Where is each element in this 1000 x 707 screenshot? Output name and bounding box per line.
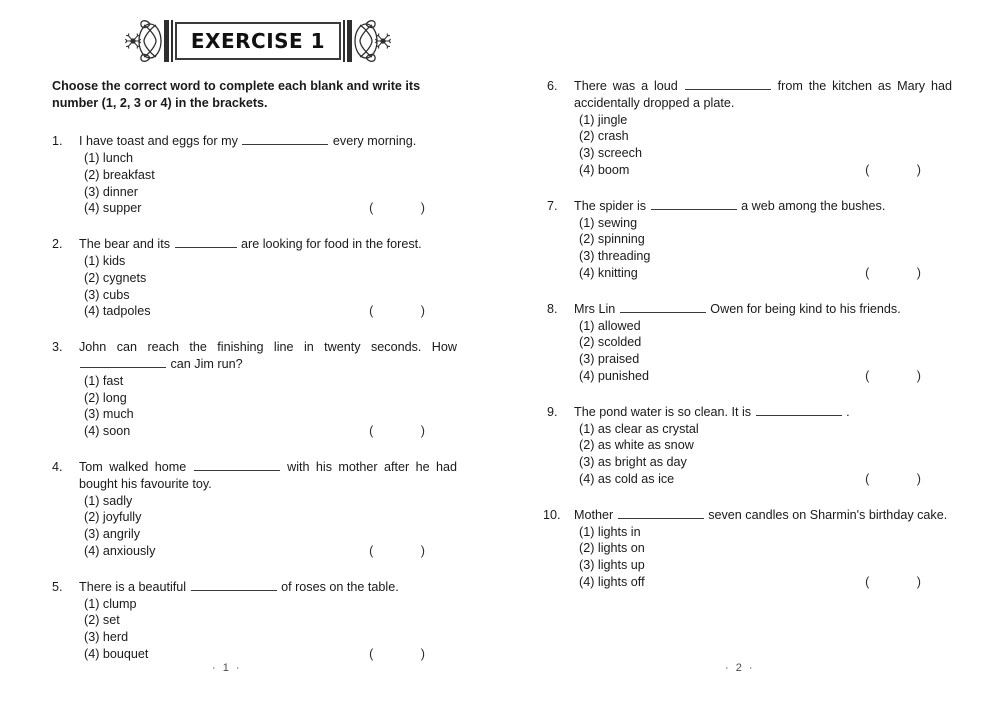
- question-stem: [574, 78, 952, 112]
- option-label: (4) anxiously: [84, 543, 156, 558]
- option-item[interactable]: (1) fast: [84, 373, 124, 388]
- question-number: 10.: [543, 507, 561, 522]
- stem-before: Mrs Lin: [574, 301, 616, 316]
- question-item: [543, 507, 952, 591]
- exercise-title-box: [175, 22, 341, 60]
- flourish-ornament-icon: [124, 13, 164, 69]
- option-item[interactable]: (1) jingle: [579, 112, 628, 127]
- question-number: 8.: [547, 301, 558, 316]
- option-item[interactable]: (2) joyfully: [84, 510, 142, 525]
- stem-after: from the kitchen as Mary had accidentally dropped a plate.: [574, 79, 953, 110]
- stem-after: seven candles on Sharmin's birthday cake.: [708, 507, 948, 522]
- option-item[interactable]: (2) scolded: [579, 335, 642, 350]
- answer-bracket[interactable]: ( ): [865, 162, 943, 177]
- option-list: [79, 596, 457, 663]
- option-item[interactable]: (1) sadly: [84, 493, 133, 508]
- stem-after: can Jim run?: [170, 356, 243, 371]
- answer-blank[interactable]: [618, 507, 704, 519]
- answer-blank[interactable]: [242, 133, 328, 145]
- question-stem: [79, 459, 457, 493]
- option-item[interactable]: (3) lights up: [579, 558, 645, 573]
- option-label: (4) punished: [579, 368, 650, 383]
- page-number-right: · 2 ·: [725, 662, 755, 674]
- option-list: [79, 373, 457, 440]
- option-item[interactable]: (2) set: [84, 613, 120, 628]
- answer-bracket[interactable]: ( ): [369, 543, 447, 558]
- option-item[interactable]: [579, 471, 952, 488]
- banner-rule-thick-left: [164, 20, 169, 62]
- option-item[interactable]: [84, 200, 457, 217]
- question-stem: [79, 339, 457, 373]
- stem-before: Tom walked home: [79, 459, 187, 474]
- option-list: [79, 150, 457, 217]
- exercise-banner: [133, 12, 383, 70]
- option-label: (4) soon: [84, 424, 131, 439]
- answer-blank[interactable]: [191, 579, 277, 591]
- answer-bracket[interactable]: ( ): [369, 646, 447, 661]
- option-list: [574, 524, 952, 591]
- answer-blank[interactable]: [651, 198, 737, 210]
- answer-bracket[interactable]: ( ): [369, 304, 447, 319]
- question-item: [52, 236, 457, 320]
- option-item[interactable]: [84, 303, 457, 320]
- instructions-text: Choose the correct word to complete each blank and write its number (1, 2, 3 or 4) in the brackets.: [52, 79, 421, 110]
- option-item[interactable]: (3) as bright as day: [579, 455, 687, 470]
- stem-after: a web among the bushes.: [741, 198, 886, 213]
- question-item: [547, 404, 952, 488]
- option-item[interactable]: [579, 162, 952, 179]
- option-item[interactable]: [84, 543, 457, 560]
- right-column: [543, 78, 953, 610]
- question-item: [547, 78, 952, 179]
- answer-bracket[interactable]: ( ): [369, 424, 447, 439]
- banner-rule-thin-left: [171, 20, 173, 62]
- stem-after: .: [846, 404, 850, 419]
- option-item[interactable]: (3) cubs: [84, 287, 130, 302]
- stem-before: I have toast and eggs for my: [79, 134, 238, 149]
- answer-bracket[interactable]: ( ): [865, 368, 943, 383]
- question-item: [52, 133, 457, 217]
- option-item[interactable]: (2) as white as snow: [579, 438, 694, 453]
- option-item[interactable]: (1) as clear as crystal: [579, 421, 699, 436]
- answer-bracket[interactable]: ( ): [369, 201, 447, 216]
- question-number: 5.: [52, 579, 63, 594]
- option-label: (4) bouquet: [84, 646, 149, 661]
- option-label: (4) lights off: [579, 574, 645, 589]
- stem-after: with his mother after he had bought his favourite toy.: [79, 459, 458, 491]
- question-stem: [79, 133, 457, 150]
- option-item[interactable]: (3) threading: [579, 249, 651, 264]
- option-item[interactable]: [84, 423, 457, 440]
- option-item[interactable]: (1) sewing: [579, 215, 638, 230]
- option-item[interactable]: (3) angrily: [84, 527, 140, 542]
- option-list: [79, 493, 457, 560]
- answer-blank[interactable]: [194, 459, 280, 471]
- option-item[interactable]: (1) clump: [84, 596, 137, 611]
- option-item[interactable]: (3) much: [84, 407, 134, 422]
- option-item[interactable]: (1) lights in: [579, 524, 641, 539]
- option-item[interactable]: [579, 368, 952, 385]
- flourish-ornament-icon: [352, 13, 392, 69]
- option-label: (4) supper: [84, 201, 142, 216]
- option-item[interactable]: (3) dinner: [84, 184, 138, 199]
- answer-blank[interactable]: [685, 78, 771, 90]
- option-item[interactable]: (1) lunch: [84, 150, 133, 165]
- option-item[interactable]: (1) allowed: [579, 318, 641, 333]
- question-stem: [79, 236, 457, 253]
- question-item: [52, 339, 457, 440]
- question-stem: [574, 301, 952, 318]
- stem-before: Mother: [574, 507, 614, 522]
- left-column: [52, 78, 457, 682]
- option-label: (4) as cold as ice: [579, 471, 675, 486]
- question-number: 4.: [52, 459, 63, 474]
- question-stem: [79, 579, 457, 596]
- option-item[interactable]: (3) herd: [84, 630, 129, 645]
- question-number: 9.: [547, 404, 558, 419]
- stem-before: The bear and its: [79, 237, 171, 252]
- page-title: EXERCISE 1: [190, 29, 326, 53]
- stem-before: The spider is: [574, 198, 647, 213]
- question-stem: [574, 404, 952, 421]
- option-item[interactable]: (2) spinning: [579, 232, 645, 247]
- question-number: 2.: [52, 237, 63, 252]
- answer-blank[interactable]: [80, 356, 166, 368]
- option-list: [574, 421, 952, 488]
- answer-bracket[interactable]: ( ): [865, 471, 943, 486]
- banner-rule-thin-right: [343, 20, 345, 62]
- stem-before: The pond water is so clean. It is: [574, 404, 752, 419]
- option-item[interactable]: (2) long: [84, 390, 127, 405]
- answer-blank[interactable]: [756, 404, 842, 416]
- answer-bracket[interactable]: ( ): [865, 265, 943, 280]
- question-number: 1.: [52, 134, 63, 149]
- option-list: [574, 112, 952, 179]
- stem-after: every morning.: [332, 134, 417, 149]
- question-item: [52, 579, 457, 663]
- stem-after: of roses on the table.: [281, 579, 399, 594]
- option-item[interactable]: (2) breakfast: [84, 167, 155, 182]
- option-list: [574, 215, 952, 282]
- stem-before: John can reach the finishing line in twenty seconds. How: [79, 340, 457, 355]
- question-number: 7.: [547, 198, 558, 213]
- option-list: [79, 253, 457, 320]
- question-item: [547, 301, 952, 385]
- option-item[interactable]: (2) lights on: [579, 541, 645, 556]
- question-number: 6.: [547, 79, 558, 93]
- question-item: [52, 459, 457, 560]
- option-item[interactable]: (2) cygnets: [84, 270, 147, 285]
- stem-before: There was a loud: [574, 79, 678, 93]
- option-item[interactable]: [579, 574, 952, 591]
- option-item[interactable]: (3) screech: [579, 146, 642, 161]
- answer-blank[interactable]: [620, 301, 706, 313]
- answer-bracket[interactable]: ( ): [865, 574, 943, 589]
- question-number: 3.: [52, 340, 63, 355]
- option-item[interactable]: (3) praised: [579, 352, 640, 367]
- question-stem: [574, 198, 952, 215]
- stem-after: are looking for food in the forest.: [241, 237, 422, 252]
- option-list: [574, 318, 952, 385]
- question-stem: [574, 507, 952, 524]
- option-item[interactable]: [84, 646, 457, 663]
- option-item[interactable]: [579, 265, 952, 282]
- option-label: (4) knitting: [579, 265, 638, 280]
- question-item: [547, 198, 952, 282]
- option-item[interactable]: (1) kids: [84, 253, 126, 268]
- stem-after: Owen for being kind to his friends.: [710, 301, 901, 316]
- page-number-left: · 1 ·: [212, 662, 242, 674]
- option-label: (4) boom: [579, 162, 630, 177]
- answer-blank[interactable]: [175, 236, 237, 248]
- option-item[interactable]: (2) crash: [579, 129, 629, 144]
- option-label: (4) tadpoles: [84, 304, 151, 319]
- stem-before: There is a beautiful: [79, 579, 187, 594]
